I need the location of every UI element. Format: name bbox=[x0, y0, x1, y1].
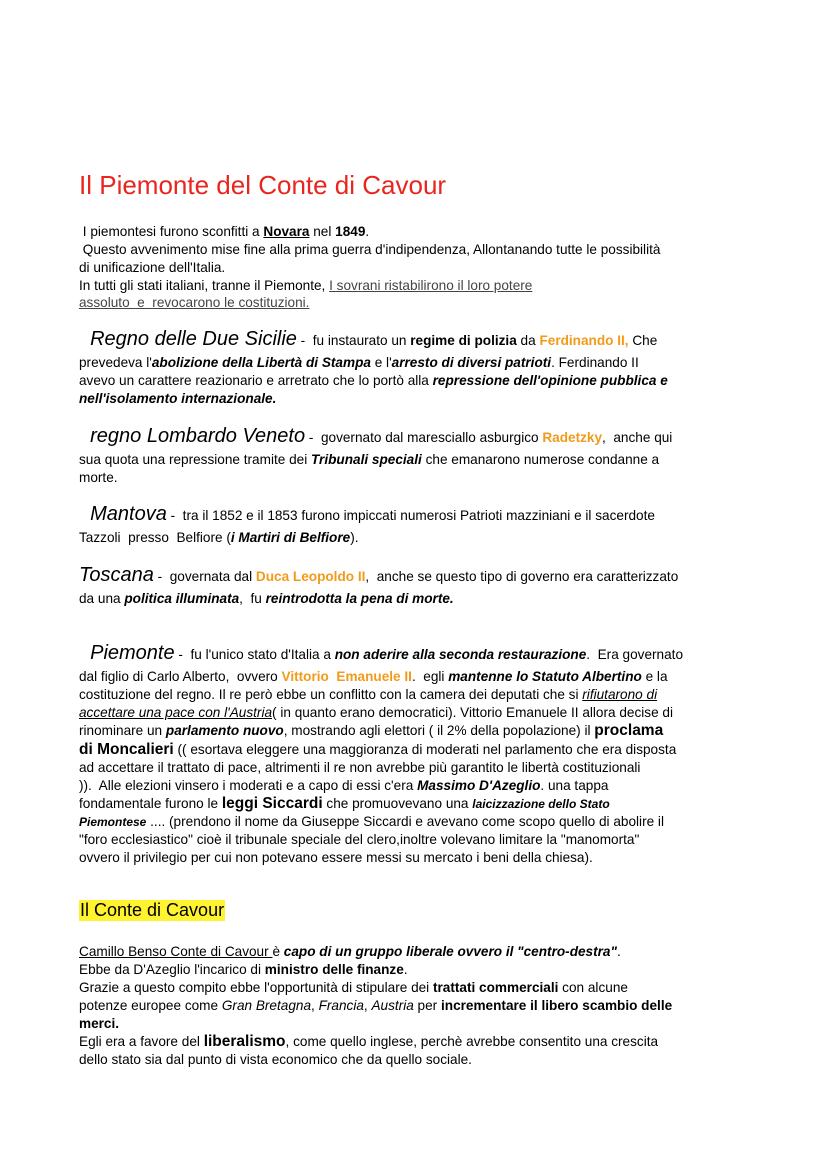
cavour-heading: Il Conte di Cavour bbox=[80, 900, 225, 920]
section-heading: regno Lombardo Veneto bbox=[79, 425, 306, 447]
section-line: morte. bbox=[79, 470, 118, 485]
section-line: prevedeva l'abolizione della Libertà di Stampa e l'arresto di diversi patrioti. Ferdinando II bbox=[79, 355, 639, 370]
section-line: Tazzoli presso Belfiore (i Martiri di Belfiore). bbox=[79, 530, 359, 545]
section-heading: Regno delle Due Sicilie bbox=[79, 328, 297, 350]
section-line: merci. bbox=[79, 1016, 120, 1031]
section-line: accettare una pace con l'Austria( in quanto erano democratici). Vittorio Emanuele II allora decise di bbox=[79, 705, 674, 720]
section-line: sua quota una repressione tramite dei Tribunali speciali che emanarono numerose condanne a bbox=[79, 452, 660, 467]
section-heading: Mantova bbox=[79, 503, 167, 525]
page-title: Il Piemonte del Conte di Cavour bbox=[79, 170, 447, 200]
section-line: "foro ecclesiastico" cioè il tribunale speciale del clero,inoltre volevano limitare la "manomorta" bbox=[79, 832, 640, 847]
section-line: rinominare un parlamento nuovo, mostrando agli elettori ( il 2% della popolazione) il proclama bbox=[79, 722, 664, 739]
intro-line: In tutti gli stati italiani, tranne il Piemonte, I sovrani ristabilirono il loro potere bbox=[79, 278, 533, 293]
person-name: Vittorio Emanuele II bbox=[281, 669, 412, 684]
intro-line: di unificazione dell'Italia. bbox=[79, 260, 226, 275]
section-line: Piemontese .... (prendono il nome da Giuseppe Siccardi e avevano come scopo quello di abolire il bbox=[79, 814, 664, 829]
novara-link: Novara bbox=[263, 224, 310, 239]
section-line: Grazie a questo compito ebbe l'opportunità di stipulare dei trattati commerciali con alcune bbox=[79, 980, 628, 995]
section-line: avevo un carattere reazionario e arretrato che lo portò alla repressione dell'opinione pubblica e bbox=[79, 373, 668, 388]
section-line: Egli era a favore del liberalismo, come quello inglese, perchè avrebbe consentito una crescita bbox=[79, 1033, 659, 1050]
intro-line bbox=[79, 294, 309, 312]
section-line: Camillo Benso Conte di Cavour è capo di un gruppo liberale ovvero il "centro-destra". bbox=[79, 944, 621, 959]
section-line: costituzione del regno. Il re però ebbe un conflitto con la camera dei deputati che si rifiutarono di bbox=[79, 687, 658, 702]
section-line: Mantova - tra il 1852 e il 1853 furono impiccati numerosi Patrioti mazziniani e il sacerdote bbox=[79, 503, 655, 525]
section-line: Regno delle Due Sicilie - fu instaurato un regime di polizia da Ferdinando II, Che bbox=[79, 328, 658, 350]
section-line: )). Alle elezioni vinsero i moderati e a capo di essi c'era Massimo D'Azeglio. una tappa bbox=[79, 778, 609, 793]
section-line: dello stato sia dal punto di vista economico che da quello sociale. bbox=[79, 1052, 472, 1067]
section-line: Ebbe da D'Azeglio l'incarico di ministro delle finanze. bbox=[79, 962, 408, 977]
section-line: ad accettare il trattato di pace, altrimenti il re non avrebbe più garantito le libertà costituzionali bbox=[79, 760, 641, 775]
section-line: nell'isolamento internazionale. bbox=[79, 391, 277, 406]
sovrani-link-cont[interactable]: assoluto e revocarono le costituzioni. bbox=[79, 295, 310, 310]
section-line: Toscana - governata dal Duca Leopoldo II, anche se questo tipo di governo era caratterizzato bbox=[79, 564, 679, 586]
person-name: Ferdinando II, bbox=[539, 333, 629, 348]
section-line: Piemonte - fu l'unico stato d'Italia a non aderire alla seconda restaurazione. Era governato bbox=[79, 642, 684, 664]
section-heading: Piemonte bbox=[79, 642, 175, 664]
section-line: di Moncalieri (( esortava eleggere una maggioranza di moderati nel parlamento che era disposta bbox=[79, 741, 677, 758]
person-name: Duca Leopoldo II bbox=[255, 569, 366, 584]
person-name: Radetzky bbox=[542, 430, 603, 445]
section-line: potenze europee come Gran Bretagna, Francia, Austria per incrementare il libero scambio delle bbox=[79, 998, 673, 1013]
section-line: dal figlio di Carlo Alberto, ovvero Vittorio Emanuele II. egli mantenne lo Statuto Albertino e la bbox=[79, 669, 668, 684]
section-line: ovvero il privilegio per cui non potevano essere messi su mercato i beni della chiesa). bbox=[79, 850, 593, 865]
section-heading: Toscana bbox=[79, 564, 154, 586]
intro-line: I piemontesi furono sconfitti a Novara nel 1849. bbox=[79, 224, 370, 239]
section-line: fondamentale furono le leggi Siccardi che promuovevano una laicizzazione dello Stato bbox=[79, 795, 610, 812]
intro-line: Questo avvenimento mise fine alla prima guerra d'indipendenza, Allontanando tutte le possibilità bbox=[79, 242, 661, 257]
sovrani-link[interactable]: I sovrani ristabilirono il loro potere bbox=[329, 278, 533, 293]
section-line: da una politica illuminata, fu reintrodotta la pena di morte. bbox=[79, 591, 454, 606]
section-line: regno Lombardo Veneto - governato dal maresciallo asburgico Radetzky, anche qui bbox=[79, 425, 673, 447]
